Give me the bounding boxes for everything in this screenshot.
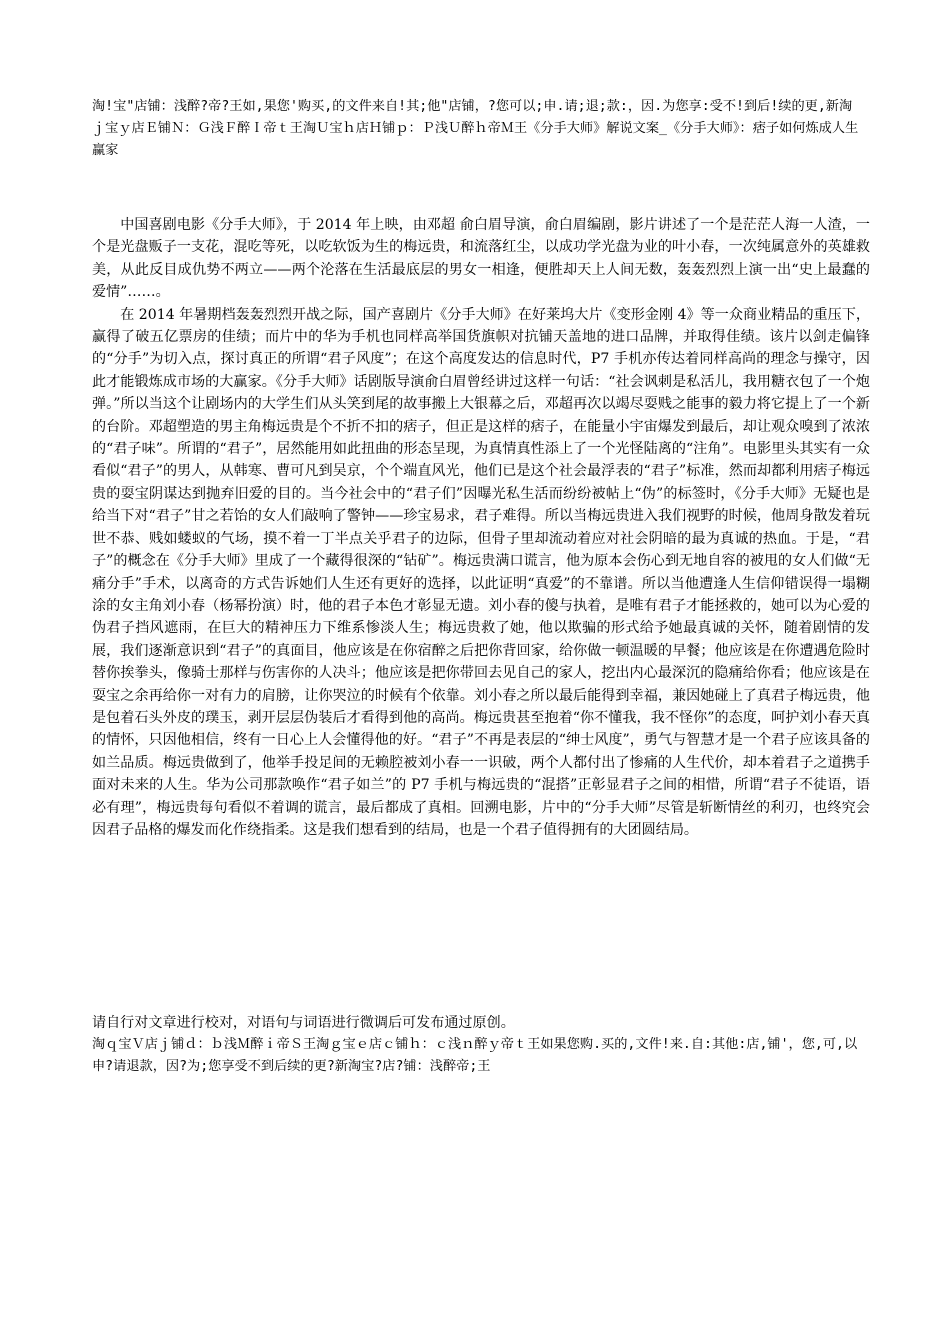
article-body (92, 214, 870, 841)
document-header: 淘!宝"店铺：浅醉?帝?王如,果您'购买,的文件来自!其;他"店铺，?您可以;申.请;退;款:，因.为您享:受不!到后!续的更,新淘ｊ宝ｙ店Ｅ铺Ｎ：Ｇ浅Ｆ醉Ｉ帝ｔ王淘Ｕ宝ｈ店Ｈ铺ｐ：Ｐ浅Ｕ醉ｈ帝Ｍ王《分手大师》解说文案_《分手大师》：痞子如何炼成人生赢家 (92, 99, 859, 158)
article-paragraph: 在 2014 年暑期档轰轰烈烈开战之际，国产喜剧片《分手大师》在好莱坞大片《变形金刚 4》等一众商业精品的重压下，赢得了破五亿票房的佳绩；而片中的华为手机也同样高举国货旗帜对抗铺天盖地的进口品牌，并取得佳绩。该片以剑走偏锋的“分手”为切入点，探讨真正的所谓“君子风度”；在这个高度发达的信息时代，P7 手机亦传达着同样高尚的理念与操守，因此才能锻炼成市场的大赢家。《分手大师》话剧版导演俞白眉曾经讲过这样一句话：“社会讽刺是私活儿，我用糖衣包了一个炮弹。”所以当这个让剧场内的大学生们从头笑到尾的故事搬上大银幕之后，邓超再次以竭尽耍贱之能事的毅力将它提上了一个新的台阶。邓超塑造的男主角梅远贵是个不折不扣的痞子，但正是这样的痞子，在能量小宇宙爆发到最后，却让观众嗅到了浓浓的“君子味”。所谓的“君子”，居然能用如此扭曲的形态呈现，为真情真性添上了一个光怪陆离的“注角”。电影里头其实有一众看似“君子”的男人，从韩寒、曹可凡到吴京，个个端直风光，他们已是这个社会最浮表的“君子”标准，然而却都利用痞子梅远贵的耍宝阴谋达到抛弃旧爱的目的。当今社会中的“君子们”因曝光私生活而纷纷被帖上“伪”的标签时，《分手大师》无疑也是给当下对“君子”甘之若饴的女人们敲响了警钟——珍宝易求，君子难得。所以当梅远贵进入我们视野的时候，他周身散发着玩世不恭、贱如蝼蚁的气场，摸不着一丁半点关乎君子的边际，但骨子里却流动着应对社会阴暗的最为真诚的热血。于是，“君子”的概念在《分手大师》里成了一个藏得很深的“钻矿”。梅远贵满口谎言，他为原本会伤心到无地自容的被甩的女人们做“无痛分手”手术，以离奇的方式告诉她们人生还有更好的选择，以此证明“真爱”的不靠谱。所以当他遭逢人生信仰错误得一塌糊涂的女主角刘小春（杨幂扮演）时，他的君子本色才彰显无遗。刘小春的傻与执着，是唯有君子才能拯救的，她可以为心爱的伪君子挡风遮雨，在巨大的精神压力下维系惨淡人生；梅远贵救了她，他以欺骗的形式给予她最真诚的关怀，随着剧情的发展，我们逐渐意识到“君子”的真面目，他应该是在你宿醉之后把你背回家，给你做一顿温暖的早餐；他应该是在你遭遇危险时替你挨拳头，像骑士那样与伤害你的人决斗；他应该是把你带回去见自己的家人，挖出内心最深沉的隐痛给你看；他应该是在耍宝之余再给你一对有力的肩膀，让你哭泣的时候有个依靠。刘小春之所以最后能得到幸福，兼因她碰上了真君子梅远贵，他是包着石头外皮的璞玉，剥开层层伪装后才看得到他的高尚。梅远贵甚至抱着“你不懂我，我不怪你”的态度，呵护刘小春天真的情怀，只因他相信，终有一日心上人会懂得他的好。“君子”不再是表层的“绅士风度”，勇气与智慧才是一个君子应该具备的如兰品质。梅远贵做到了，他举手投足间的无赖腔被刘小春一一识破，两个人都付出了惨痛的人生代价，却本着君子之道携手面对未来的人生。华为公司那款唤作“君子如兰”的 P7 手机与梅远贵的“混搭”正彰显君子之间的相惜，所谓“君子不徒语，语必有理”，梅远贵每句看似不着调的谎言，最后都成了真相。回溯电影，片中的“分手大师”尽管是斩断情丝的利刃，也终究会因君子品格的爆发而化作绕指柔。这是我们想看到的结局，也是一个君子值得拥有的大团圆结局。 (92, 306, 870, 838)
proofread-note: 请自行对文章进行校对，对语句与词语进行微调后可发布通过原创。 (92, 1015, 515, 1031)
shop-notice: 淘ｑ宝Ｖ店ｊ铺ｄ：ｂ浅Ｍ醉ｉ帝Ｓ王淘ｇ宝ｅ店ｃ铺ｈ：ｃ浅ｎ醉ｙ帝ｔ王如果您购.买的,文件!来.自:其他:店,铺'，您,可,以申?请退款，因?为;您享受不到后续的更?新淘宝?店?铺：浅醉帝;王 (92, 1037, 858, 1074)
document-footer (92, 1012, 862, 1078)
article-paragraph: 中国喜剧电影《分手大师》，于 2014 年上映，由邓超 俞白眉导演，俞白眉编剧，影片讲述了一个是茫茫人海一人渣，一个是光盘贩子一支花，混吃等死，以吃软饭为生的梅远贵，和流落红尘，以成功学光盘为业的叶小春，一次纯属意外的英雄救美，从此反目成仇势不两立——两个沦落在生活最底层的男女一相逢，便胜却天上人间无数，轰轰烈烈上演一出“史上最蠢的爱情”……。 (92, 217, 870, 301)
